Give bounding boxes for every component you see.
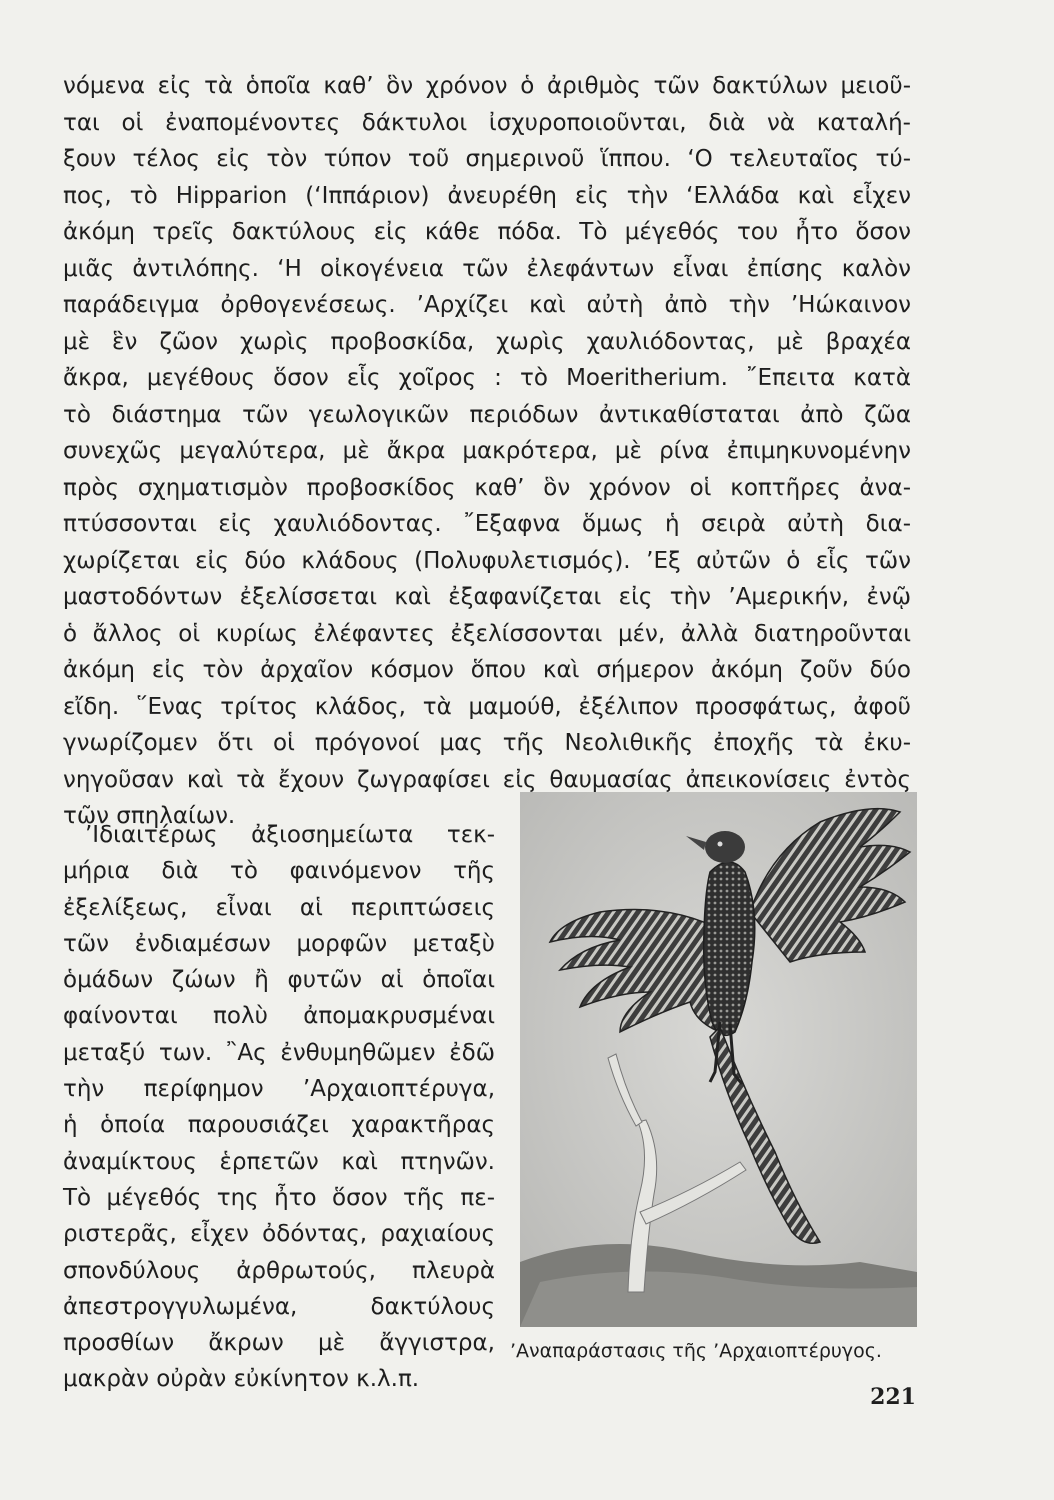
text-line: ἡ ὁποία παρουσιάζει χαρακτῆρας: [63, 1112, 495, 1139]
text-line: ἀκόμη τρεῖς δακτύλους εἰς κάθε πόδα. Τὸ μέγεθός του ἦτο ὅσον: [63, 219, 911, 245]
text-line: ἄκρα, μεγέθους ὅσον εἷς χοῖρος : τὸ Moeritherium. ῎Επειτα κατὰ: [63, 365, 911, 391]
text-line: μεταξύ των. ῍Ας ἐνθυμηθῶμεν ἐδῶ: [63, 1039, 495, 1066]
text-line: ’Ιδιαιτέρως ἀξιοσημείωτα τεκ-: [85, 822, 495, 848]
text-line: γνωρίζομεν ὅτι οἱ πρόγονοί μας τῆς Νεολιθικῆς ἐποχῆς τὰ ἐκυ-: [63, 730, 911, 756]
text-line: πρὸς σχηματισμὸν προβοσκίδος καθ’ ὃν χρόνον οἱ κοπτῆρες ἀνα-: [63, 474, 911, 501]
text-line: μὲ ἓν ζῶον χωρὶς προβοσκίδα, χωρὶς χαυλιόδοντας, μὲ βραχέα: [63, 328, 911, 355]
text-line: νηγοῦσαν καὶ τὰ ἔχουν ζωγραφίσει εἰς θαυμασίας ἀπεικονίσεις ἐντὸς: [63, 766, 911, 793]
column-text-block: [63, 817, 495, 1398]
text-line: ριστερᾶς, εἶχεν ὀδόντας, ραχιαίους: [63, 1221, 495, 1248]
text-line: εἴδη. ῞Ενας τρίτος κλάδος, τὰ μαμούθ, ἐξέλιπον προσφάτως, ἀφοῦ: [63, 693, 911, 720]
text-line: χωρίζεται εἰς δύο κλάδους (Πολυφυλετισμός). ’Εξ αὐτῶν ὁ εἷς τῶν: [63, 547, 911, 574]
text-line: ἀκόμη εἰς τὸν ἀρχαῖον κόσμον ὅπου καὶ σήμερον ἀκόμη ζοῦν δύο: [63, 657, 911, 683]
text-line: πος, τὸ Hipparion (‘Ιππάριον) ἀνευρέθη εἰς τὴν ‘Ελλάδα καὶ εἶχεν: [63, 182, 911, 209]
text-line: μήρια διὰ τὸ φαινόμενον τῆς: [63, 858, 495, 885]
text-line: ὁμάδων ζώων ἢ φυτῶν αἱ ὁποῖαι: [63, 967, 495, 994]
text-line: σπονδύλους ἀρθρωτούς, πλευρὰ: [63, 1257, 495, 1284]
text-line: φαίνονται πολὺ ἀπομακρυσμέναι: [63, 1003, 495, 1030]
text-line: ξουν τέλος εἰς τὸν τύπον τοῦ σημερινοῦ ἵππου. ‘Ο τελευταῖος τύ-: [63, 146, 911, 172]
text-line: ται οἱ ἐναπομένοντες δάκτυλοι ἰσχυροποιοῦνται, διὰ νὰ καταλή-: [63, 109, 911, 136]
text-line: ἐξελίξεως, εἶναι αἱ περιπτώσεις: [63, 894, 495, 921]
text-line: παράδειγμα ὀρθογενέσεως. ’Αρχίζει καὶ αὐτὴ ἀπὸ τὴν ’Ηώκαινον: [63, 292, 911, 318]
text-line: ἀναμίκτους ἑρπετῶν καὶ πτηνῶν.: [63, 1148, 495, 1175]
text-line: τὴν περίφημον ’Αρχαιοπτέρυγα,: [63, 1076, 495, 1103]
text-line: ὁ ἄλλος οἱ κυρίως ἐλέφαντες ἐξελίσσονται μέν, ἀλλὰ διατηροῦνται: [63, 620, 911, 647]
text-line: τὸ διάστημα τῶν γεωλογικῶν περιόδων ἀντικαθίσταται ἀπὸ ζῶα: [63, 401, 911, 428]
text-line: τῶν ἐνδιαμέσων μορφῶν μεταξὺ: [63, 930, 495, 957]
page-number: 221: [870, 1384, 916, 1410]
text-line: πτύσσονται εἰς χαυλιόδοντας. ῎Εξαφνα ὅμως ἡ σειρὰ αὐτὴ δια-: [63, 511, 911, 537]
text-line: μαστοδόντων ἐξελίσσεται καὶ ἐξαφανίζεται εἰς τὴν ’Αμερικήν, ἐνῷ: [63, 584, 911, 610]
main-text-block: [63, 68, 911, 835]
figure-caption: ’Αναπαράστασις τῆς ’Αρχαιοπτέρυγος.: [510, 1340, 882, 1362]
archaeopteryx-photo: [520, 792, 917, 1327]
text-line: Τὸ μέγεθός της ἦτο ὅσον τῆς πε-: [63, 1184, 495, 1211]
text-line: τῶν σπηλαίων.: [63, 803, 236, 829]
text-line: μιᾶς ἀντιλόπης. ‘Η οἰκογένεια τῶν ἐλεφάντων εἶναι ἐπίσης καλὸν: [63, 255, 911, 282]
text-line: συνεχῶς μεγαλύτερα, μὲ ἄκρα μακρότερα, μὲ ρίνα ἐπιμηκυνομένην: [63, 438, 911, 464]
text-line: μακρὰν οὐρὰν εὐκίνητον κ.λ.π.: [63, 1366, 420, 1393]
text-line: νόμενα εἰς τὰ ὁποῖα καθ’ ὃν χρόνον ὁ ἀριθμὸς τῶν δακτύλων μειοῦ-: [63, 73, 911, 99]
text-line: προσθίων ἄκρων μὲ ἄγγιστρα,: [63, 1330, 495, 1357]
text-line: ἀπεστρογγυλωμένα, δακτύλους: [63, 1293, 495, 1320]
